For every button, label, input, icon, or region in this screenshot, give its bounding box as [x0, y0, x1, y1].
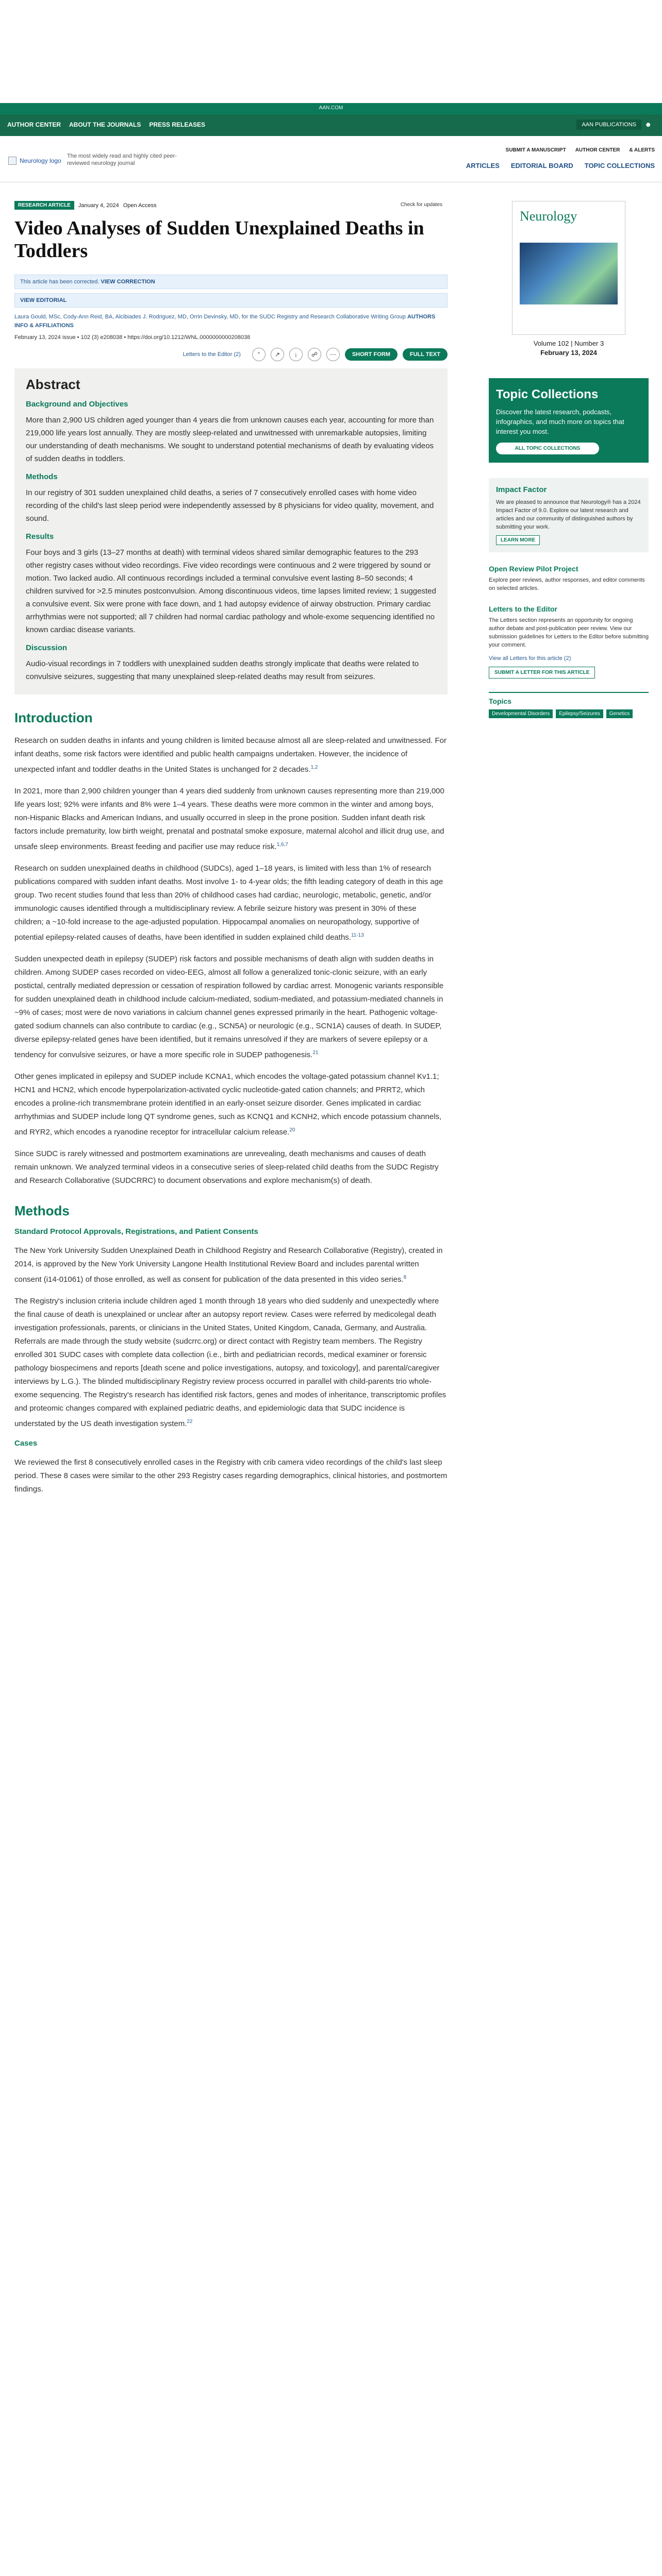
publication-info: February 13, 2024 issue • 102 (3) e208038 • https://doi.org/10.1212/WNL.0000000000208038 [14, 334, 251, 341]
abstract-background-text: More than 2,900 US children aged younger than 4 years die from unknown causes each year, accounting for more than 219,000 life years lost annually. They are mostly sleep-related and unwitnessed with unremarkable autopsies, limiting our understanding of death mechanisms. We sought to understand potential mechanisms of death by evaluating videos of sudden deaths in toddlers. [26, 416, 434, 463]
authors-text[interactable]: Laura Gould, MSc, Cody-Ann Reid, BA, Alcibiades J. Rodriguez, MD, Orrin Devinsky, MD, for the SUDC Registry and Research Collaborative Writing Group [14, 314, 406, 320]
authors-info-link[interactable]: AUTHORS INFO & AFFILIATIONS [14, 314, 436, 329]
issue-date: February 13, 2024 [540, 349, 597, 357]
impact-factor-box [489, 478, 649, 552]
nav-bar [0, 114, 662, 136]
view-letters-link[interactable]: View all Letters for this article (2) [489, 655, 571, 662]
abstract-methods-heading: Methods [26, 472, 58, 481]
bookmark-icon[interactable]: ☍ [308, 348, 321, 361]
open-review-text: Explore peer reviews, author responses, and editor comments on selected articles. [489, 577, 645, 591]
letters-text: The Letters section represents an opportunity for ongoing author debate and post-publication peer review. View our submission guidelines for Letters to the Editor before submitting your comment. [489, 617, 649, 648]
issue-info [489, 339, 649, 358]
intro-paragraph: Sudden unexpected death in epilepsy (SUDEP) risk factors and possible mechanisms of death align with sudden deaths in children. Among SUDEP cases recorded on video-EEG, almost all follow a generalized tonic-clonic seizure, with an early postictal, centrally mediated depression or cessation of respiration followed by cardiac arrest. Monogenic variants responsible for sudden unexplained death in childhood include calcium-mediated, sodium-mediated, and potassium-mediated channels in ~9% of cases; most were de novo variations in calcium channel genes expressed primarily in the heart. Pathogenic voltage-gated sodium channels can also contribute to cardiac (e.g., SCN5A) or neurologic (e.g., SCN1A) causes of death. In SUDEP, diverse epilepsy-related genes have been identified, but it remains unresolved if they are markers of severe epilepsy or a tendency for convulsive seizures, or have a more specific role in SUDEP pathogenesis.$^{21}$ [14, 955, 444, 1059]
nav-topic-collections[interactable]: TOPIC COLLECTIONS [584, 162, 655, 170]
abstract-methods-text: In our registry of 301 sudden unexplained child deaths, a series of 7 consecutively enrolled cases with home video recording of the child's last sleep period were independently assessed by 8 physicians for video quality, movement, and sound. [26, 488, 434, 523]
cover-title: Neurology [520, 209, 577, 224]
topic-chip[interactable]: Epilepsy/Seizures [556, 709, 603, 718]
user-icon[interactable]: ☻ [644, 121, 652, 128]
abstract-background-heading: Background and Objectives [26, 400, 128, 409]
journal-cover[interactable] [512, 201, 625, 335]
abstract-discussion-text: Audio-visual recordings in 7 toddlers with unexplained sudden deaths strongly implicate that deaths were related to convulsive seizures, suggesting that many unexplained sleep-related deaths may result from seizures. [26, 659, 419, 681]
reference-link[interactable]: 1,2 [310, 765, 318, 770]
topic-chip[interactable]: Developmental Disorders [489, 709, 553, 718]
topic-collections-promo [489, 378, 649, 463]
abstract-results-heading: Results [26, 532, 54, 541]
protocol-subheading: Standard Protocol Approvals, Registrations, and Patient Consents [14, 1227, 258, 1236]
cases-paragraph: We reviewed the first 8 consecutively enrolled cases in the Registry with crib camera video recordings of the child's last sleep period. These 8 cases were similar to the other 293 Registry cases regarding demographics, clinical histories, and postmortem findings. [14, 1458, 448, 1494]
intro-paragraph: In 2021, more than 2,900 children younger than 4 years died suddenly from unknown causes representing more than 219,000 life years lost; 92% were infants and 8% were 1–4 years. These deaths were more common in the winter and among boys, non-Hispanic Blacks and American Indians, and usually occurred in sleep in the prone position. Sudden infant death risk factors include prematurity, low birth weight, prenatal and postnatal smoke exposure, maternal alcohol and illicit drug use, and unsafe sleep environments. Breast feeding and pacifier use may reduce risk.$^{1,6,7}$ [14, 787, 444, 851]
topics-heading: Topics [489, 697, 512, 705]
view-correction-link[interactable]: VIEW CORRECTION [101, 279, 155, 285]
nav-editorial-board[interactable]: EDITORIAL BOARD [510, 162, 573, 170]
introduction-heading: Introduction [14, 710, 93, 725]
letters-link[interactable]: Letters to the Editor (2) [183, 351, 241, 358]
abstract-heading: Abstract [26, 377, 80, 392]
aan-link[interactable]: AAN.COM [319, 105, 343, 111]
reference-link[interactable]: 11-13 [351, 933, 364, 938]
intro-paragraph: Since SUDC is rarely witnessed and postmortem examinations are unrevealing, death mechanisms and causes of death remain unknown. We analyzed terminal videos in a consecutive series of sleep-related child deaths from the SUDC Registry and Research Collaborative (SUDCRRC) to document observations and explore mechanism(s) of death. [14, 1149, 439, 1185]
check-updates-link[interactable]: Check for updates [400, 202, 442, 208]
topic-collections-heading: Topic Collections [496, 387, 599, 401]
abstract-results-text: Four boys and 3 girls (13–27 months at death) with terminal videos shared similar demographic features to the 293 other registry cases without video recordings. Five video recordings were continuous and 2 were triggered by sound or motion. Two lacked audio. All continuous recordings included a terminal convulsive event lasting 8–50 seconds; 4 children survived for >2.5 minutes postconvulsion. Among discontinuous videos, time lapses limited review; 1 suggested a convulsive event. Six were prone with face down, and 1 had autopsy evidence of airway obstruction. Primary cardiac arrhythmias were not supported; all 7 children had normal cardiac pathology and whole-exome sequencing identified no known cardiac disease variants. [26, 548, 436, 634]
methods-heading: Methods [14, 1203, 70, 1218]
quote-icon[interactable]: “ [252, 348, 266, 361]
more-icon[interactable]: ⋯ [326, 348, 340, 361]
article-title: Video Analyses of Sudden Unexplained Deaths in Toddlers [14, 217, 424, 262]
cases-subheading: Cases [14, 1439, 38, 1448]
open-access-label: Open Access [123, 202, 157, 209]
intro-paragraph: Research on sudden deaths in infants and young children is limited because almost all are sleep-related and unwitnessed. For infant deaths, some risk factors were identified and public health campaigns undertaken. However, the incidence of unexpected infant and toddler deaths in the United States is unchanged for 2 decades.$^{1,2}$ [14, 736, 446, 774]
article [14, 201, 448, 1496]
header-links [506, 147, 655, 153]
volume-text: Volume 102 | Number 3 [533, 340, 604, 347]
article-meta-row [14, 201, 448, 210]
download-icon[interactable]: ↓ [289, 348, 303, 361]
article-body [14, 710, 448, 1496]
correction-notice [14, 275, 448, 289]
logo-icon [8, 157, 16, 165]
view-editorial-link[interactable]: VIEW EDITORIAL [20, 297, 67, 303]
reference-link[interactable]: 20 [289, 1127, 295, 1133]
reference-link[interactable]: 21 [312, 1050, 319, 1056]
author-list [14, 313, 448, 330]
topic-chip[interactable]: Genetics [606, 709, 633, 718]
intro-paragraph: Research on sudden unexplained deaths in childhood (SUDCs), aged 1–18 years, is limited with less than 1% of research publications compared with sudden infant deaths. Most involve 1- to 4-year olds; the fifth leading category of death in this age group. Two recent studies found that less than 20% of childhood cases had cardiac, neurologic, metabolic, genetic, and/or immunologic causes identified through a multidisciplinary review. A febrile seizure history was present in 30% of these children; a ~10-fold increase to the age-adjusted population. Hippocampal anomalies on neuropathology, supportive of potential epilepsy-related causes of deaths, have been identified in sudden explained child deaths.$^{11-13}$ [14, 864, 443, 942]
methods-paragraph: The Registry's inclusion criteria include children aged 1 month through 18 years who died suddenly and unexpectedly where the final cause of death is unexplained or unclear after an autopsy report review. Cases were referred by medicolegal death investigation professionals, parents, or clinicians in the United States, United Kingdom, Canada, Germany, and Australia. Referrals are made through the study website (sudcrrc.org) or direct contact with Registry team members. The Registry enrolled 301 SUDC cases with complete data collection (i.e., birth and pediatrician records, medical examiner or forensic pathology biospecimens and reports [death scene and police investigations, autopsy, and toxicology], and parental/caregiver interviews by L.G.). The blinded multidisciplinary Registry review process occurred in parallel with child-parents trio whole-exome sequencing. The Registry's research has identified risk factors, genes and modes of inheritance, transcriptomic profiles and proteomic changes compared with explained pediatric deaths, and epidemiologic data that SUDC incidence is understated by the US death investigation system.$^{22}$ [14, 1297, 446, 1428]
full-text-button[interactable]: FULL TEXT [403, 348, 448, 361]
nav-author-center[interactable]: AUTHOR CENTER [7, 121, 61, 128]
nav-press-releases[interactable]: PRESS RELEASES [149, 121, 206, 128]
ad-band [0, 0, 662, 103]
nav-about-journals[interactable]: ABOUT THE JOURNALS [69, 121, 141, 128]
neurology-logo[interactable] [8, 157, 61, 165]
editorial-notice [14, 293, 448, 308]
reference-link[interactable]: 1,6,7 [276, 842, 288, 848]
article-actions [14, 348, 448, 361]
correction-text: This article has been corrected. [20, 279, 100, 285]
all-topic-collections-button[interactable]: ALL TOPIC COLLECTIONS [496, 443, 599, 454]
topic-collections-text: Discover the latest research, podcasts, infographics, and much more on topics that interest you most. [496, 408, 624, 435]
author-center-link[interactable]: AUTHOR CENTER [575, 147, 620, 153]
topics-box [489, 692, 649, 718]
open-review-box [489, 565, 649, 592]
submit-manuscript-link[interactable]: SUBMIT A MANUSCRIPT [505, 147, 566, 153]
topic-chips [489, 709, 649, 718]
article-type-badge: RESEARCH ARTICLE [14, 201, 74, 210]
header-nav [466, 162, 655, 170]
nav-links [7, 121, 205, 128]
open-review-heading[interactable]: Open Review Pilot Project [489, 565, 578, 573]
top-bar [0, 103, 662, 114]
impact-factor-text: We are pleased to announce that Neurology® has a 2024 Impact Factor of 9.0. Explore our latest research and articles and our community of distinguished authors by submitting your work. [496, 499, 641, 530]
share-icon[interactable]: ↗ [271, 348, 284, 361]
reference-link[interactable]: 22 [187, 1419, 193, 1425]
reference-link[interactable]: 8 [403, 1275, 407, 1280]
sidebar [489, 201, 649, 718]
nav-articles[interactable]: ARTICLES [466, 162, 500, 170]
letters-heading: Letters to the Editor [489, 605, 558, 613]
impact-factor-heading: Impact Factor [496, 485, 547, 494]
alerts-link[interactable]: & ALERTS [629, 147, 655, 153]
cover-image [520, 243, 618, 304]
site-header [0, 136, 662, 182]
learn-more-button[interactable]: LEARN MORE [496, 535, 540, 545]
abstract-discussion-heading: Discussion [26, 643, 68, 652]
aan-publications-button[interactable]: AAN PUBLICATIONS [576, 120, 641, 130]
letters-box [489, 605, 649, 679]
abstract [14, 368, 448, 694]
submit-letter-button[interactable]: SUBMIT A LETTER FOR THIS ARTICLE [489, 667, 595, 679]
methods-paragraph: The New York University Sudden Unexplained Death in Childhood Registry and Research Collaborative (Registry), created in 2014, is approved by the New York University Langone Health Institutional Review Board and includes parental written consent (i14-01061) of those enrolled, as well as consent for publication of the data presented in this video series.$^8$ [14, 1246, 443, 1284]
article-date: January 4, 2024 [78, 202, 119, 209]
short-form-button[interactable]: SHORT FORM [345, 348, 398, 361]
intro-paragraph: Other genes implicated in epilepsy and SUDEP include KCNA1, which encodes the voltage-gated potassium channel Kv1.1; HCN1 and HCN2, which encode hyperpolarization-activated cyclic nucleotide-gated cation channels; and PRRT2, which encodes a proline-rich transmembrane protein identified in an early-onset seizure disorder. Genes implicated in cardiac arrhythmias and SUDEP include long QT syndrome genes, such as KCNQ1 and KCNH2, which encode potassium channels, and RYR2, which encodes a ryanodine receptor for intracellular calcium release.$^{20}$ [14, 1072, 442, 1137]
logo-text: Neurology logo [20, 157, 61, 164]
tagline: The most widely read and highly cited peer-reviewed neurology journal [67, 153, 177, 166]
